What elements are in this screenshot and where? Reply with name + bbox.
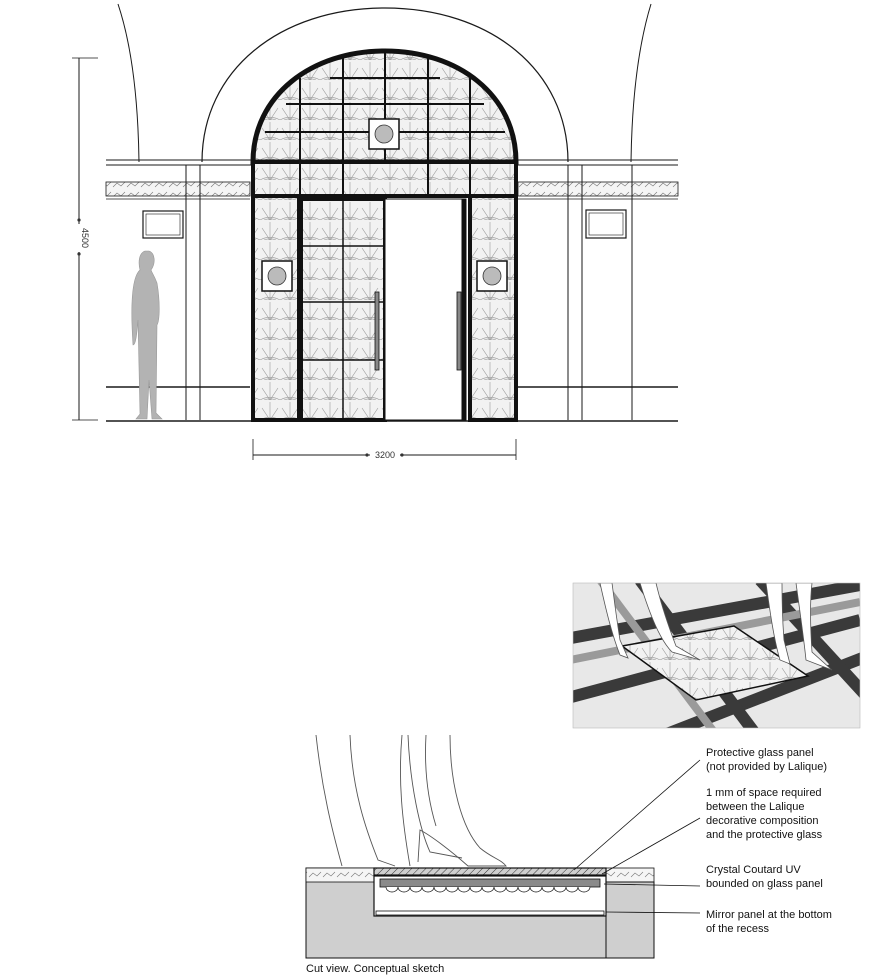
feet-sketch [316,735,506,866]
annotation-line: Mirror panel at the bottom [706,909,832,921]
crystal-composition [380,879,600,887]
annotation-line: decorative composition [706,815,819,827]
human-figure [132,251,162,419]
annotation-line: Protective glass panel [706,747,814,759]
annotation-line: and the protective glass [706,829,823,841]
annotation-line: Crystal Coutard UV [706,864,801,876]
wall-plaque-right [586,210,626,238]
wall-plaque-left [143,211,183,238]
annotation-line: between the Lalique [706,801,805,813]
elevation-drawing [72,4,678,461]
transom [253,162,516,196]
floor-perspective-inset [560,580,870,760]
width-dimension [253,439,516,461]
left-door-handle [375,292,379,370]
left-side-glass [253,196,299,420]
right-side-glass [470,196,516,420]
right-door-handle [457,292,461,370]
protective-glass [374,868,606,875]
annotation-protective-glass [706,747,827,773]
annotation-crystal [706,864,823,890]
section-cut-view [306,735,835,975]
crystal-relief [386,887,590,892]
height-dimension [72,58,98,420]
right-vault-curve [631,4,651,162]
section-caption: Cut view. Conceptual sketch [306,963,445,975]
annotation-mirror [706,909,835,935]
height-dimension-label: 4500 [80,227,90,249]
width-dimension-label: 3200 [374,450,396,460]
annotation-line: 1 mm of space required [706,787,822,799]
annotation-line: (not provided by Lalique) [706,761,828,773]
annotation-line: of the recess [706,923,769,935]
mirror-panel [376,911,604,915]
right-door-open [385,199,466,420]
annotation-line: bounded on glass panel [706,878,823,890]
annotation-spacing [706,787,825,841]
left-vault-curve [118,4,139,162]
